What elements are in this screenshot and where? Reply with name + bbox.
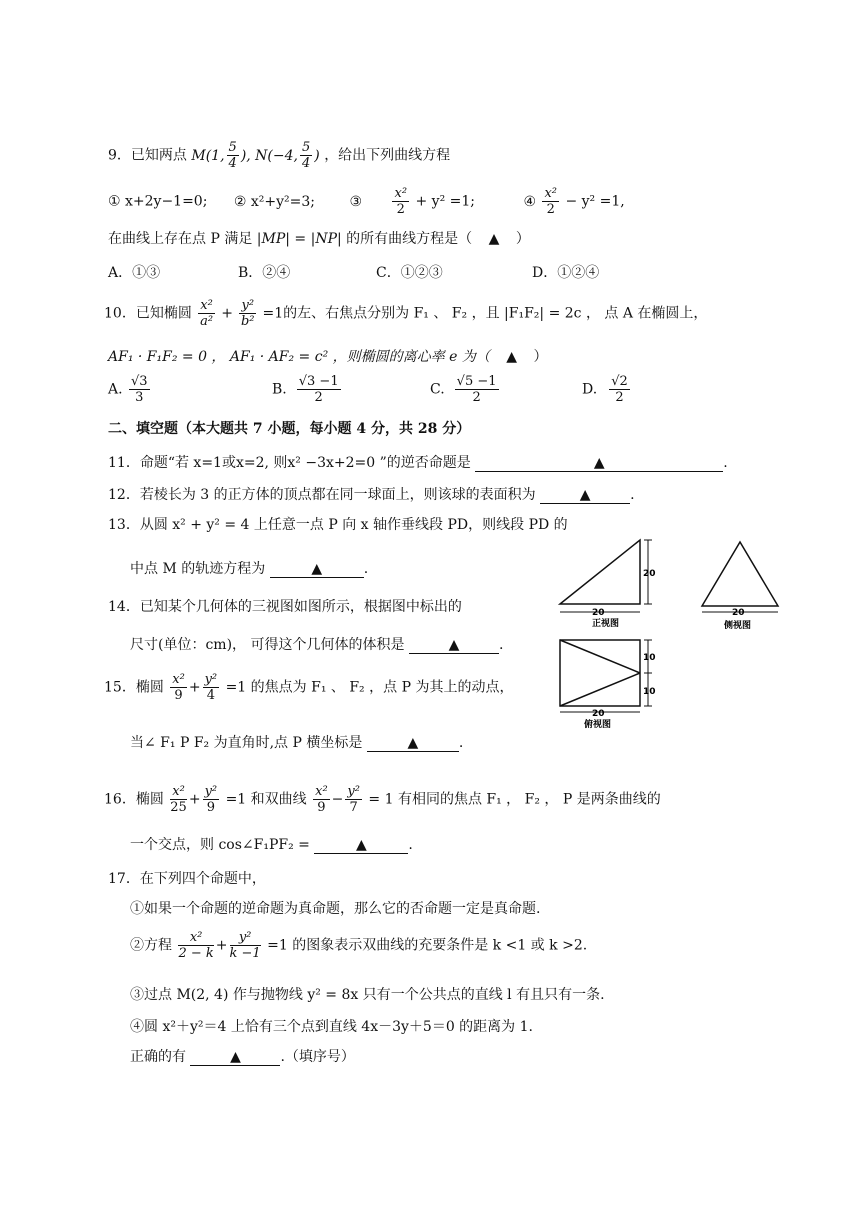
q10-option-d: D. $\frac{√2}{2}$ [582, 374, 628, 405]
q10-option-c: C. $\frac{√5 -1}{2}$ [430, 374, 497, 405]
q11-blank[interactable]: ▲ [475, 455, 723, 472]
q9-options [108, 262, 600, 282]
side-width-label: 20 [732, 608, 745, 618]
q16-head: 16．椭圆 [104, 791, 164, 808]
top-view [560, 640, 652, 712]
front-height-label: 20 [643, 569, 656, 579]
q14-blank[interactable]: ▲ [409, 637, 499, 654]
q16-mid: =1 和双曲线 [225, 791, 307, 808]
q17-s1: ①如果一个命题的逆命题为真命题，那么它的否命题一定是真命题. [130, 901, 541, 917]
q15-line1: 15．椭圆 $\frac{\text{x²}}{9}$ + $\frac{\text{y²}}{4}$ =1 的焦点为 F₁ 、 F₂ ，点 P 为其上的动点， [104, 672, 514, 703]
q9-head: 9．已知两点 [108, 147, 187, 164]
q9-eq4-mark: ④ [523, 193, 537, 210]
q9-eq3-mark: ③ [349, 193, 363, 210]
q16-line1: 16．椭圆 $\frac{\text{x²}}{25}$ + $\frac{\text{y²}}{9}$ =1 和双曲线 $\frac{\text{x²}}{9}$ − $\frac{\text{y²}}{7}$ = 1 有相同的焦点 F₁ ， F₂ ， P 是两条曲线的 [104, 784, 661, 815]
q9-points: M(1, $\frac{5}{4}$ ), N(−4, $\frac{5}{4}$ ) [191, 140, 320, 171]
q17-tail: .（填序号） [280, 1049, 355, 1065]
q10-line1: 10．已知椭圆 $\frac{\text{x²}}{\text{a²}}$ + $\frac{\text{y²}}{\text{b²}}$ =1的左、右焦点分别为 F₁ 、 F₂ ，且 |F₁F₂| = 2c ， 点 A 在椭圆上， [104, 298, 708, 329]
section-header: 二、填空题（本大题共 7 小题，每小题 4 分，共 28 分） [108, 421, 471, 437]
q9-option-b: B．②④ [238, 265, 291, 281]
top-dim-upper: 10 [643, 653, 656, 663]
q10-option-b: B. $\frac{√3 -1}{2}$ [272, 374, 339, 405]
q17-blank[interactable]: ▲ [190, 1049, 280, 1066]
q10-mid: 的左、右焦点分别为 F₁ 、 F₂ ，且 |F₁F₂| = 2c ， 点 A 在椭圆上， [283, 305, 708, 322]
q11-text: 11．命题“若 x=1或x=2, 则x² −3x+2=0 ”的逆否命题是 [108, 455, 471, 471]
q13-text: 中点 M 的轨迹方程为 [130, 561, 266, 577]
q9-eq2: ② x²+y²=3; [233, 193, 316, 210]
q17-s2-head: ②方程 [130, 937, 172, 954]
front-view [560, 540, 652, 612]
q16-rest: = 1 有相同的焦点 F₁ ， F₂ ， P 是两条曲线的 [368, 791, 661, 808]
side-view [702, 542, 778, 612]
three-view-figure [552, 534, 804, 730]
q15-rest: =1 的焦点为 F₁ 、 F₂ ，点 P 为其上的动点， [225, 679, 514, 696]
q17-head: 17．在下列四个命题中， [108, 871, 266, 887]
front-view-label: 正视图 [592, 619, 620, 629]
q9-option-a: A．①③ [108, 265, 161, 281]
q10-options: A. $\frac{√3}{3}$ B. $\frac{√3 -1}{2}$ C. $\frac{√5 -1}{2}$ D. $\frac{√2}{2}$ [108, 374, 152, 405]
q16-text: 一个交点，则 cos∠F₁PF₂ = [130, 837, 310, 853]
q10-option-a: A. [108, 381, 123, 398]
q9-cond-c: ） [515, 231, 530, 247]
top-view-label: 俯视图 [584, 720, 612, 730]
q17-s3: ③过点 M(2, 4) 作与抛物线 y² = 8x 只有一个公共点的直线 l 有且只有一条. [130, 987, 605, 1003]
q15-head: 15．椭圆 [104, 679, 164, 696]
front-width-label: 20 [592, 608, 605, 618]
q12-text: 12．若棱长为 3 的正方体的顶点都在同一球面上，则该球的表面积为 [108, 487, 536, 503]
q15-line2: 当∠ F₁ P F₂ 为直角时,点 P 横坐标是 ▲ . [130, 735, 464, 751]
q12: 12．若棱长为 3 的正方体的顶点都在同一球面上，则该球的表面积为 ▲ . [108, 487, 635, 503]
q9-cond-b: 的所有曲线方程是（ [346, 231, 473, 247]
q10-line2-text: AF₁ · F₁F₂ = 0 ， AF₁ · AF₂ = c² ，则椭圆的离心率 e 为（ [108, 349, 490, 365]
q12-blank[interactable]: ▲ [540, 487, 630, 504]
q17-answer [130, 1046, 355, 1066]
q15-text: 当∠ F₁ P F₂ 为直角时,点 P 横坐标是 [130, 735, 363, 751]
q9-eq1: ① x+2y−1=0; [108, 193, 208, 210]
q9-tail: ，给出下列曲线方程 [324, 147, 451, 164]
q10-eq1: =1 [262, 305, 284, 322]
q9-condition [108, 228, 530, 248]
q10-close: ） [533, 349, 548, 365]
q16-line2: 一个交点，则 cos∠F₁PF₂ = ▲ . [130, 837, 413, 853]
q11: 11．命题“若 x=1或x=2, 则x² −3x+2=0 ”的逆否命题是 ▲ . [108, 455, 728, 471]
answer-mark: ▲ [506, 349, 518, 365]
q17-s4: ④圆 x²＋y²＝4 上恰有三个点到直线 4x－3y＋5＝0 的距离为 1. [130, 1019, 533, 1035]
q13-line2: 中点 M 的轨迹方程为 ▲ . [130, 561, 369, 577]
q17-s2-rest: =1 的图象表示双曲线的充要条件是 k <1 或 k >2. [267, 937, 588, 954]
q9-eq4: − y² =1, [565, 193, 625, 210]
q17-s2: ②方程 $\frac{\text{x²}}{2 - k}$ + $\frac{\text{y²}}{k -1}$ =1 的图象表示双曲线的充要条件是 k <1 或 k >2. [130, 930, 588, 961]
q9-option-d: D．①②④ [532, 265, 600, 281]
q10-head: 10．已知椭圆 [104, 305, 192, 322]
side-view-label: 侧视图 [724, 621, 752, 631]
answer-mark: ▲ [488, 231, 500, 247]
q14-line1: 14．已知某个几何体的三视图如图所示，根据图中标出的 [108, 599, 462, 615]
q14-line2: 尺寸(单位：cm)， 可得这个几何体的体积是 ▲ . [130, 637, 504, 653]
q13-blank[interactable]: ▲ [270, 561, 364, 578]
q13-line1: 13．从圆 x² + y² = 4 上任意一点 P 向 x 轴作垂线段 PD，则线段 PD 的 [108, 517, 568, 533]
q9-cond-a: 在曲线上存在点 P 满足 [108, 231, 253, 247]
q10-plus: + [221, 305, 234, 322]
q17-answer-label: 正确的有 [130, 1049, 186, 1065]
q10-line2 [108, 346, 548, 366]
q14-text: 尺寸(单位：cm)， 可得这个几何体的体积是 [130, 637, 405, 653]
q9-equations: ① x+2y−1=0; ② x²+y²=3; ③ $\frac{\text{x²}}{2}$ + y² =1; ④ $\frac{\text{x²}}{2}$ − y² =1, [108, 186, 625, 217]
q9-cond-eq: |MP| = |NP| [256, 231, 342, 247]
q15-blank[interactable]: ▲ [367, 735, 459, 752]
q9-option-c: C．①②③ [376, 265, 443, 281]
top-width-label: 20 [592, 709, 605, 719]
q16-blank[interactable]: ▲ [314, 837, 408, 854]
q9-eq3: + y² =1; [415, 193, 475, 210]
top-dim-lower: 10 [643, 687, 656, 697]
q9-line1 [108, 140, 450, 171]
